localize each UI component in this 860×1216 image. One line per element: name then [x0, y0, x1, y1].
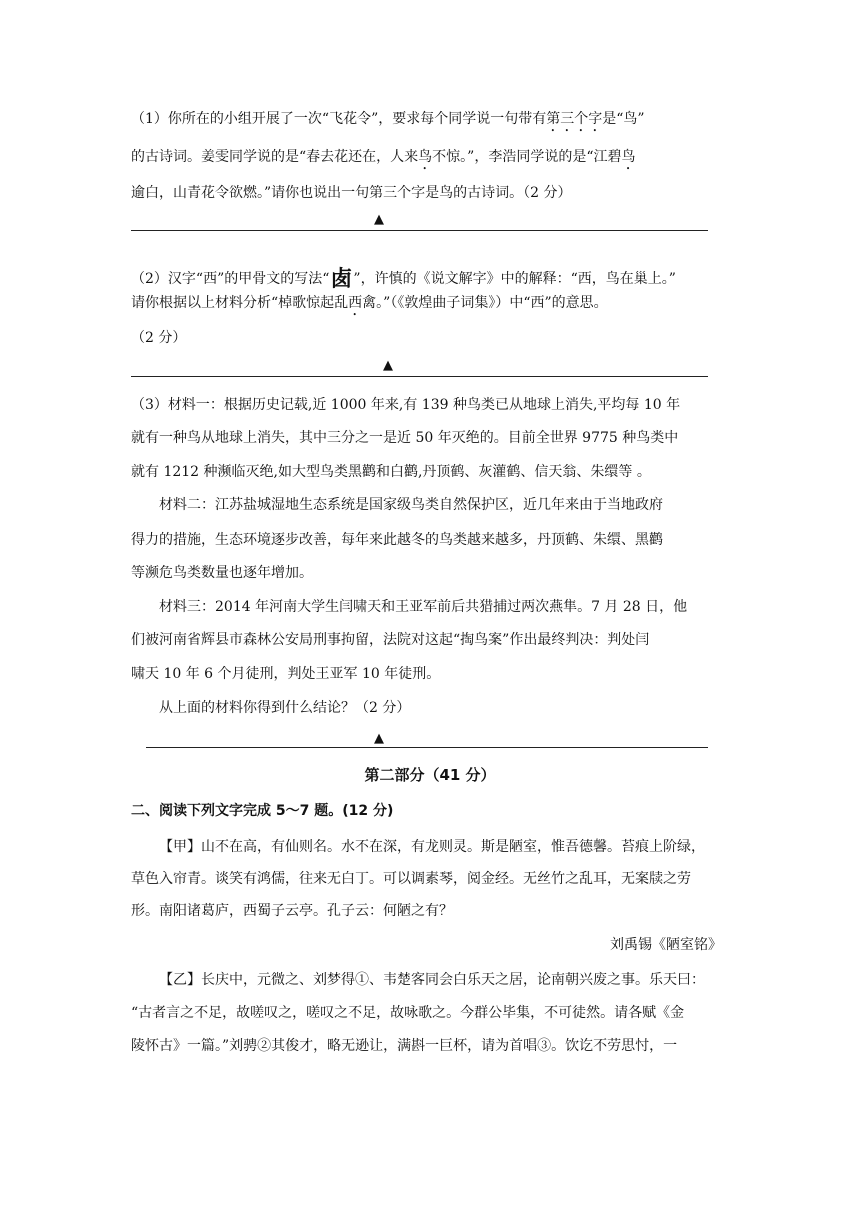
answer-marker: ▲ [374, 212, 384, 227]
answer-marker: ▲ [383, 358, 393, 373]
q2-emphasis: 西 [348, 295, 363, 311]
jia-line: 草色入帘青。谈笑有鸿儒，往来无白丁。可以调素琴，阅金经。无丝竹之乱耳，无案牍之劳 [131, 871, 691, 887]
q1-text: 不惊。”，李浩同学说的是“江碧 [432, 149, 622, 165]
jia-source: 刘禹锡《陋室铭》 [610, 937, 722, 953]
q3-line: 材料三：2014 年河南大学生闫啸天和王亚军前后共猎捕过两次燕隼。7 月 28 日，他 [159, 599, 688, 615]
q3-line: 材料二：江苏盐城湿地生态系统是国家级鸟类自然保护区，近几年来由于当地政府 [159, 497, 663, 513]
jia-line: 【甲】山不在高，有仙则名。水不在深，有龙则灵。斯是陋室，惟吾德馨。苔痕上阶绿， [159, 839, 705, 855]
q2-text: ”，许慎的《说文解字》中的解释：“西，鸟在巢上。” [353, 271, 676, 287]
q3-line: 等濒危鸟类数量也逐年增加。 [131, 565, 313, 581]
q2-line-2 [131, 292, 608, 319]
q3-line: 得力的措施，生态环境逐步改善，每年来此越冬的鸟类越来越多，丹顶鹤、朱缳、黑鹳 [131, 532, 663, 548]
oracle-bone-glyph: 𠧧 [330, 266, 353, 292]
q2-text: 请你根据以上材料分析“棹歌惊起乱 [131, 295, 349, 311]
q2-line-1 [131, 262, 676, 293]
answer-line[interactable] [146, 747, 708, 748]
q2-text: （2）汉字“西”的甲骨文的写法“ [131, 271, 330, 287]
q1-text: 的古诗词。姜雯同学说的是“春去花还在，人来 [131, 149, 419, 165]
q2-text: 禽。”（《敦煌曲子词集》）中“西”的意思。 [362, 295, 608, 311]
section-heading: 二、阅读下列文字完成 5～7 题。(12 分) [131, 803, 394, 819]
yi-line: 陵怀古》一篇。”刘骋②其俊才，略无逊让，满斟一巨杯，请为首唱③。饮讫不劳思忖，一 [131, 1038, 678, 1054]
q3-line: 就有一种鸟从地球上消失，其中三分之一是近 50 年灭绝的。目前全世界 9775 种鸟类中 [131, 430, 679, 446]
q1-emphasis: 第三个字 [546, 111, 603, 127]
yi-line: “古者言之不足，故嗟叹之，嗟叹之不足，故咏歌之。今群公毕集，不可徒然。请各赋《金 [131, 1005, 685, 1021]
part-title: 第二部分（41 分） [364, 766, 496, 784]
q1-emphasis: 鸟 [621, 149, 636, 165]
answer-line[interactable] [131, 230, 708, 231]
q3-line: 从上面的材料你得到什么结论？（2 分） [159, 700, 411, 716]
q1-text: 是“鸟” [602, 111, 645, 127]
q2-line-3: （2 分） [131, 330, 187, 346]
jia-line: 形。南阳诸葛庐，西蜀子云亭。孔子云：何陋之有？ [131, 903, 453, 919]
q1-line-1 [131, 108, 645, 135]
q1-emphasis: 鸟 [418, 149, 433, 165]
q3-line: 就有 1212 种濒临灭绝,如大型鸟类黑鹳和白鹳,丹顶鹤、灰灌鹤、信天翁、朱缳等 。 [131, 464, 651, 480]
q3-line: 啸天 10 年 6 个月徒刑，判处王亚军 10 年徒刑。 [131, 666, 441, 682]
q1-line-3: 逾白，山青花令欲燃。”请你也说出一句第三个字是鸟的古诗词。（2 分） [131, 185, 572, 201]
q1-line-2 [131, 146, 635, 173]
answer-marker: ▲ [374, 731, 384, 746]
yi-line: 【乙】长庆中，元微之、刘梦得①、韦楚客同会白乐天之居，论南朝兴废之事。乐天曰： [159, 972, 705, 988]
q3-line: （3）材料一：根据历史记载,近 1000 年来,有 139 种鸟类已从地球上消失,平均每 10 年 [131, 397, 681, 413]
answer-line[interactable] [131, 376, 708, 377]
q1-text: （1）你所在的小组开展了一次“飞花令”，要求每个同学说一句带有 [131, 111, 547, 127]
q3-line: 们被河南省辉县市森林公安局刑事拘留，法院对这起“掏鸟案”作出最终判决：判处闫 [131, 632, 650, 648]
